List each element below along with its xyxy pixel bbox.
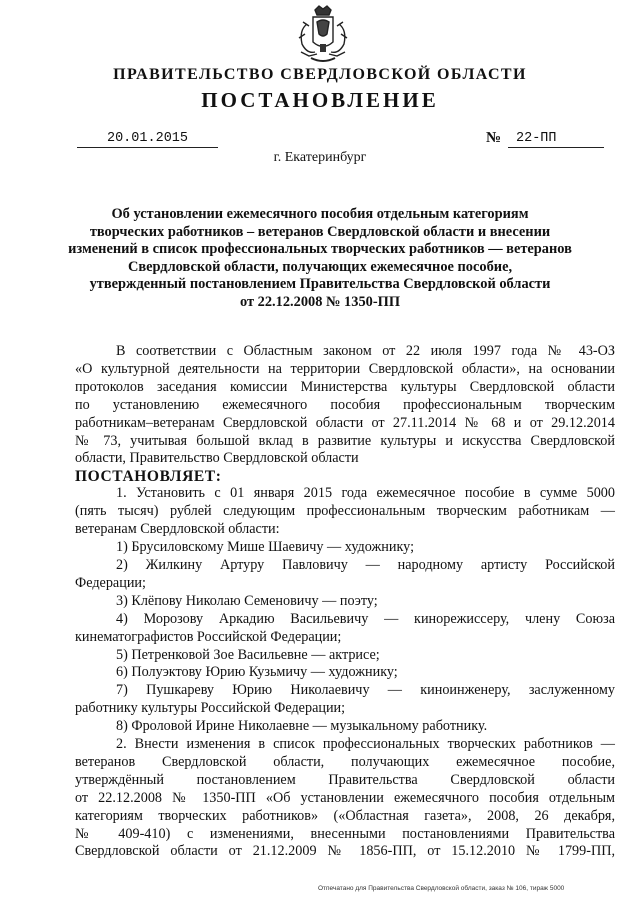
item2-line: категориям творческих работников» («Областная газета», 2008, 26 декабря, <box>75 807 615 824</box>
government-name: ПРАВИТЕЛЬСТВО СВЕРДЛОВСКОЙ ОБЛАСТИ <box>113 66 527 83</box>
document-body <box>75 343 615 861</box>
decree-word: ПОСТАНОВЛЯЕТ: <box>75 468 222 486</box>
preamble-line: области, Правительство Свердловской области <box>75 450 359 467</box>
person-item-cont: Федерации; <box>75 574 146 591</box>
document-number: 22-ПП <box>508 131 604 148</box>
number-label: № <box>486 130 502 146</box>
title-line: Об установлении ежемесячного пособия отдельным категориям <box>111 206 529 222</box>
person-item: 2) Жилкину Артуру Павловичу — народному артисту Российской <box>116 556 615 573</box>
preamble-line: протоколов заседания комиссии Министерства культуры Свердловской области <box>75 378 615 395</box>
person-item-cont: кинематографистов Российской Федерации; <box>75 628 342 645</box>
city: г. Екатеринбург <box>273 150 367 165</box>
person-item: 5) Петренковой Зое Васильевне — актрисе; <box>116 646 380 663</box>
document-title <box>60 206 580 312</box>
preamble-line: работникам–ветеранам Свердловской области от 27.11.2014 № 68 и от 29.12.2014 <box>75 414 615 431</box>
item1-line: 1. Установить с 01 января 2015 года ежемесячное пособие в сумме 5000 <box>116 485 615 502</box>
person-item: 1) Брусиловскому Мише Шаевичу — художнику; <box>116 539 415 556</box>
item2-line: 2. Внести изменения в список профессиональных творческих работников — <box>116 736 615 753</box>
item2-line: ветеранов Свердловской области, получающих ежемесячное пособие, <box>75 753 615 770</box>
person-item-cont: работнику культуры Российской Федерации; <box>75 700 346 717</box>
item2-line: № 409-410) с изменениями, внесенными постановлениями Правительства <box>75 825 615 842</box>
document-date: 20.01.2015 <box>77 131 218 148</box>
preamble-line: по установлению ежемесячного пособия профессиональным творческим <box>75 396 615 413</box>
coat-of-arms-emblem <box>293 4 353 66</box>
title-line: изменений в список профессиональных творческих работников — ветеранов <box>68 241 572 258</box>
person-item: 8) Фроловой Ирине Николаевне — музыкальному работнику. <box>116 718 488 735</box>
title-line: Свердловской области, получающих ежемесячное пособие, <box>127 258 513 275</box>
title-line: от 22.12.2008 № 1350-ПП <box>239 293 401 310</box>
document-type: ПОСТАНОВЛЕНИЕ <box>201 88 439 112</box>
preamble-line: № 73, учитывая большой вклад в развитие культуры и искусства Свердловской <box>75 432 615 449</box>
preamble-line: «О культурной деятельности на территории Свердловской области», на основании <box>75 360 615 377</box>
preamble-line: В соответствии с Областным законом от 22 июля 1997 года № 43-ОЗ <box>116 343 615 359</box>
person-item: 3) Клёпову Николаю Семеновичу — поэту; <box>116 592 378 609</box>
title-line: творческих работников – ветеранов Свердловской области и внесении <box>89 223 551 240</box>
title-line: утвержденный постановлением Правительства Свердловской области <box>89 276 551 293</box>
person-item: 6) Полуэктову Юрию Кузьмичу — художнику; <box>116 664 398 681</box>
item2-line: утверждённый постановлением Правительства Свердловской области <box>75 771 615 788</box>
person-item: 7) Пушкареву Юрию Николаевичу — киноинженеру, заслуженному <box>116 682 615 699</box>
person-item: 4) Морозову Аркадию Васильевичу — кинорежиссеру, члену Союза <box>116 610 615 627</box>
print-footer: Отпечатано для Правительства Свердловской области, заказ № 106, тираж 5000 <box>318 885 565 892</box>
item2-line: от 22.12.2008 № 1350-ПП «Об установлении ежемесячного пособия отдельным <box>75 789 615 806</box>
item1-line: ветеранам Свердловской области: <box>75 521 280 538</box>
item2-line: Свердловской области от 21.12.2009 № 1856-ПП, от 15.12.2010 № 1799-ПП, <box>75 843 615 860</box>
item1-line: (пять тысяч) рублей следующим профессиональным творческим работникам — <box>75 503 615 520</box>
